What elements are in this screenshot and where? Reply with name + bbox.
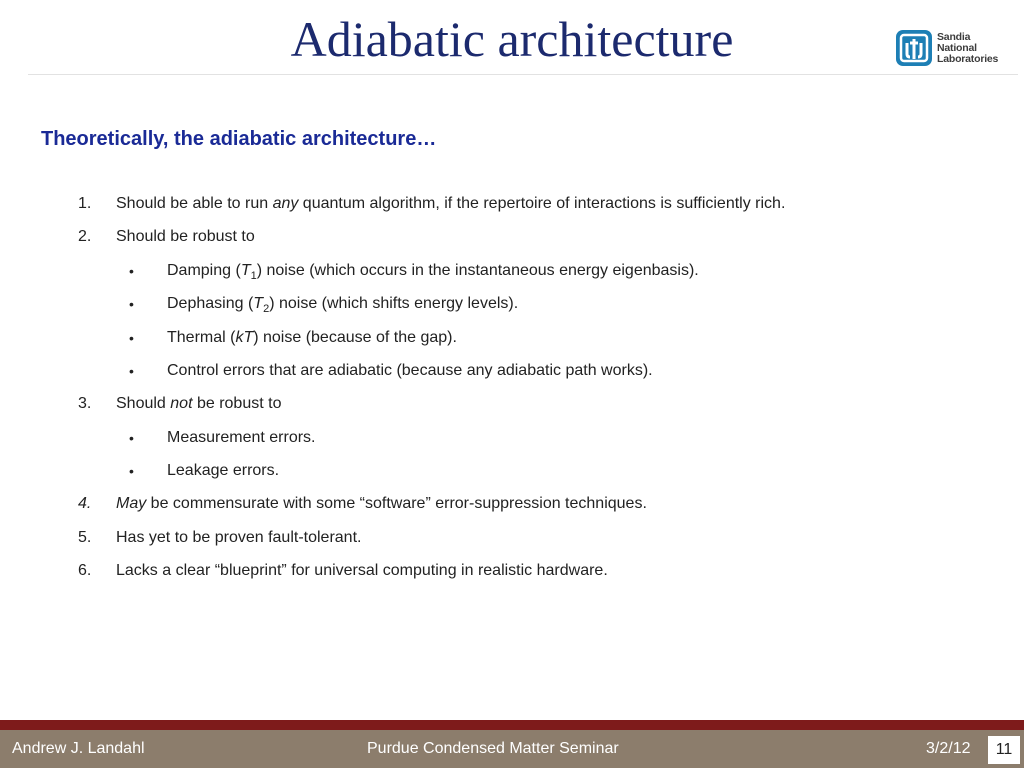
item-text: Lacks a clear “blueprint” for universal computing in realistic hardware.	[116, 562, 608, 579]
footer-date: 3/2/12	[926, 740, 971, 757]
item-number: 2.	[78, 228, 92, 245]
item-number: 1.	[78, 195, 92, 212]
bullet-glyph: •	[129, 363, 134, 379]
bullet-text	[167, 259, 699, 283]
item-text	[116, 192, 785, 216]
bullet-text-post: ) noise (because of the gap).	[253, 329, 457, 346]
slide-subheading: Theoretically, the adiabatic architecture…	[41, 128, 437, 150]
logo-line-3: Laboratories	[937, 52, 999, 65]
item-text	[116, 492, 647, 516]
bullet-glyph: •	[129, 330, 134, 346]
bullet-text-pre: Thermal (	[167, 329, 236, 346]
bullet-glyph: •	[129, 463, 134, 479]
item-number: 4.	[78, 495, 92, 512]
item-text-pre: Should	[116, 395, 171, 412]
bullet-text	[167, 292, 518, 316]
logo-text	[937, 32, 998, 65]
footer-stripe	[0, 720, 1024, 730]
bullet-subscript: 1	[250, 270, 257, 283]
item-emphasis: not	[170, 395, 193, 412]
item-number: 5.	[78, 529, 92, 546]
bullet-glyph: •	[129, 296, 134, 312]
bullet-variable: T	[253, 295, 264, 312]
bullet-text	[167, 326, 457, 350]
bullet-glyph: •	[129, 430, 134, 446]
bullet-subscript: 2	[263, 303, 270, 316]
page-number: 11	[988, 736, 1020, 764]
item-text	[116, 392, 281, 416]
item-text: Should be robust to	[116, 228, 255, 245]
item-text: Has yet to be proven fault-tolerant.	[116, 529, 362, 546]
item-text-post: quantum algorithm, if the repertoire of interactions is sufficiently rich.	[298, 195, 786, 212]
bullet-variable: T	[240, 262, 251, 279]
sandia-thunderbird-icon	[896, 30, 932, 66]
slide-title: Adiabatic architecture	[290, 11, 734, 67]
bullet-text-post: ) noise (which occurs in the instantaneous energy eigenbasis).	[256, 262, 699, 279]
bullet-text: Control errors that are adiabatic (because any adiabatic path works).	[167, 362, 653, 379]
item-text-post: be robust to	[192, 395, 282, 412]
sandia-logo	[896, 26, 1006, 70]
item-text-pre: Should be able to run	[116, 195, 273, 212]
bullet-text-post: ) noise (which shifts energy levels).	[269, 295, 519, 312]
item-number: 6.	[78, 562, 92, 579]
bullet-text: Measurement errors.	[167, 429, 316, 446]
item-emphasis: any	[272, 195, 299, 212]
slide-footer	[0, 730, 1024, 768]
footer-seminar: Purdue Condensed Matter Seminar	[367, 740, 619, 757]
bullet-text-pre: Damping (	[167, 262, 241, 279]
item-number: 3.	[78, 395, 92, 412]
bullet-glyph: •	[129, 263, 134, 279]
bullet-text: Leakage errors.	[167, 462, 280, 479]
bullet-text-pre: Dephasing (	[167, 295, 254, 312]
footer-author: Andrew J. Landahl	[12, 740, 145, 757]
logo-line-2: National	[937, 41, 977, 54]
item-text-post: be commensurate with some “software” error-suppression techniques.	[146, 495, 647, 512]
title-divider	[28, 74, 1018, 75]
bullet-variable: kT	[235, 329, 254, 346]
logo-line-1: Sandia	[937, 30, 971, 43]
item-emphasis: May	[116, 495, 147, 512]
